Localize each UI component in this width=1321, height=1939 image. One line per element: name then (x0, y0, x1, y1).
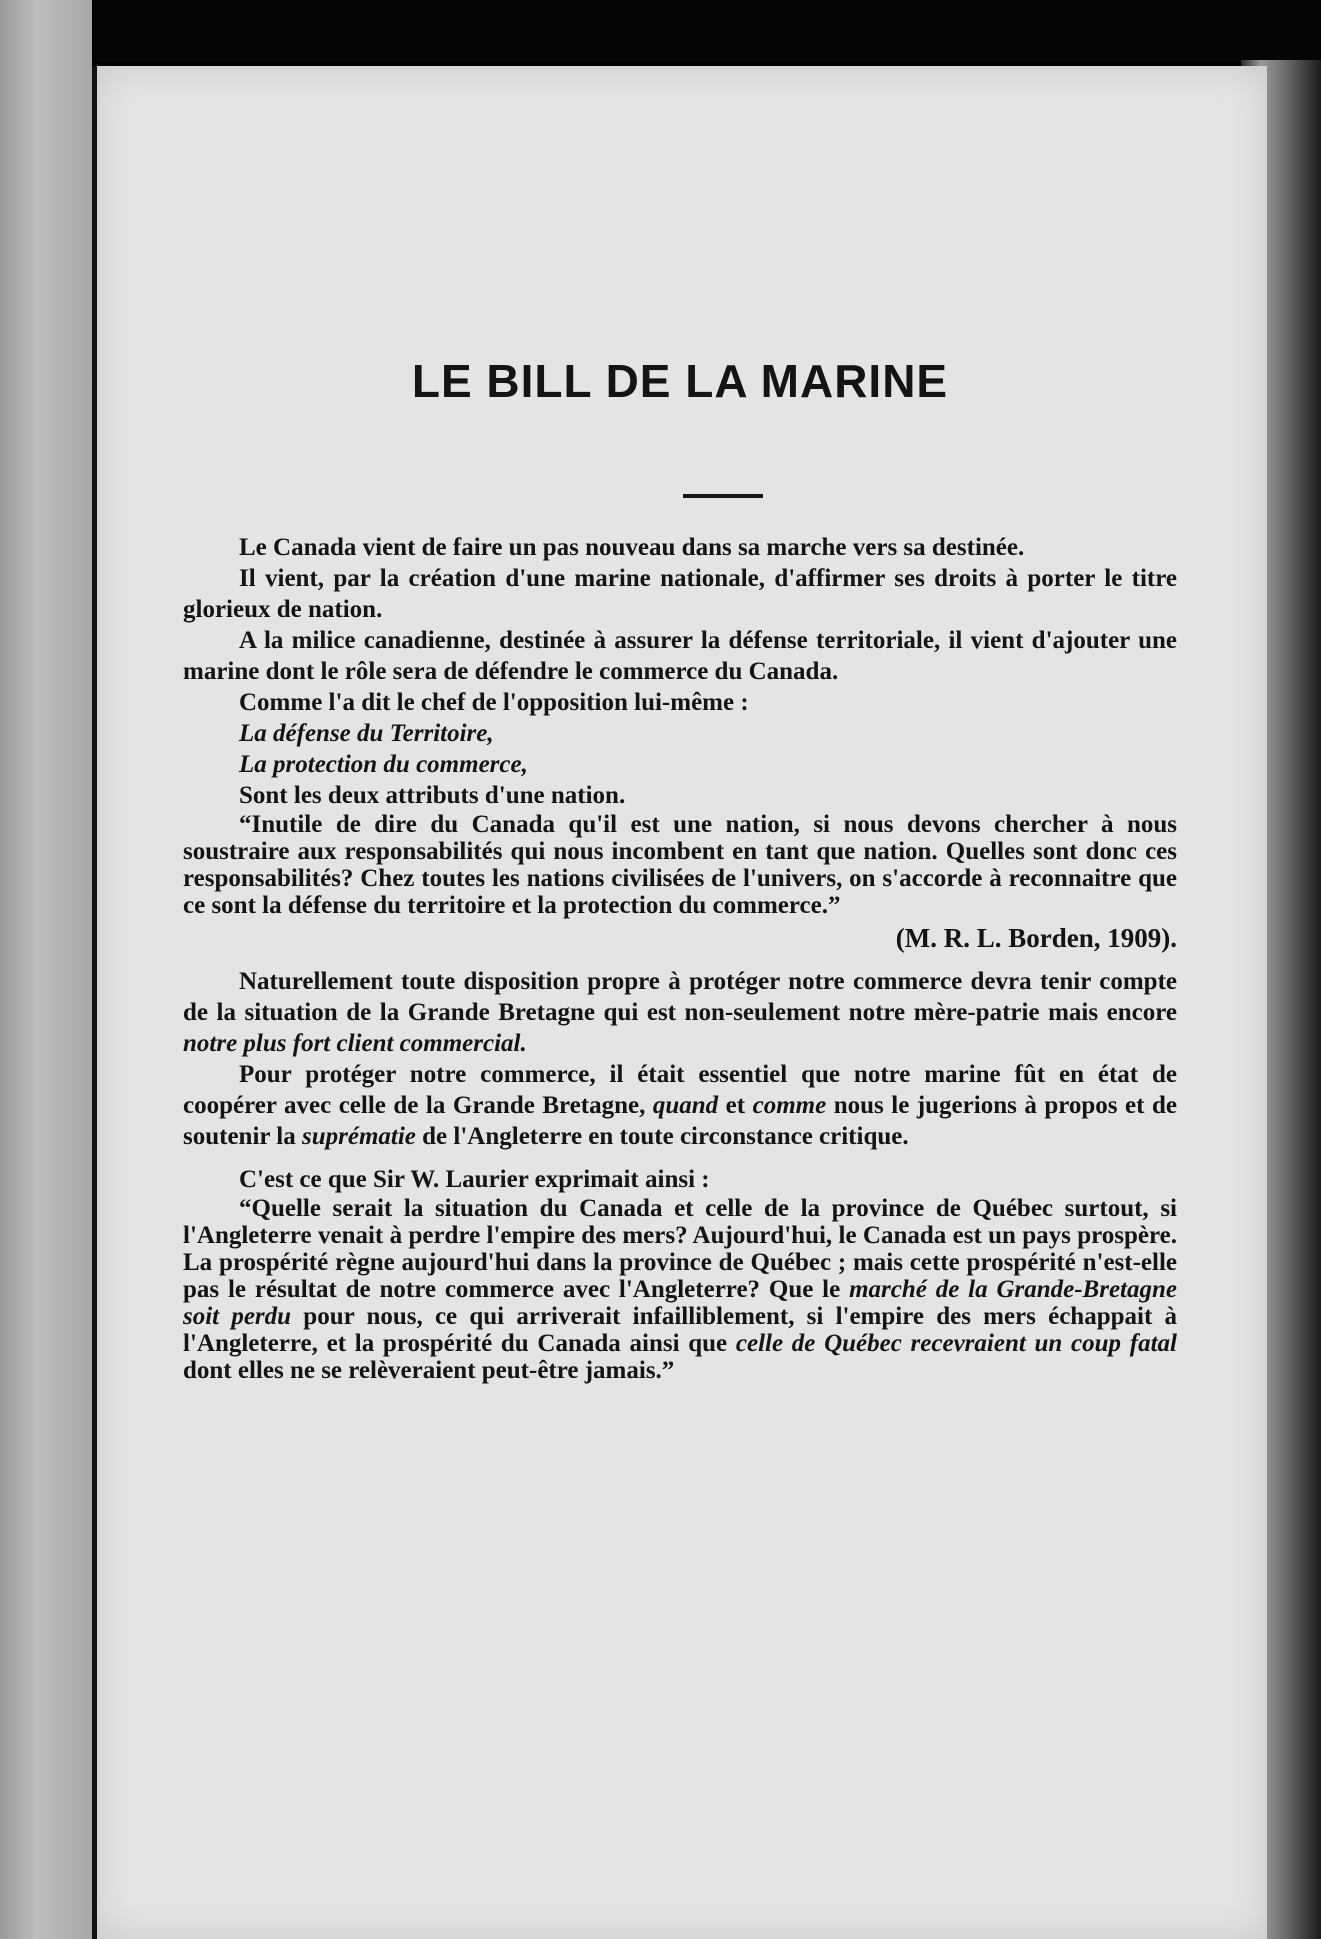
page-title: LE BILL DE LA MARINE (411, 355, 949, 407)
laurier-quote-part-2: pour nous, ce qui arriverait infailliblement, si l'empire des mers échappait à l'Angleterre, et la prospérité du Canada ainsi que (183, 1303, 1177, 1357)
paragraph-6-part-1: Pour protéger notre commerce, il était essentiel que notre marine fût en état de coopérer avec celle de la Grande Bretagne, (183, 1061, 1177, 1119)
paragraph-2: Il vient, par la création d'une marine nationale, d'affirmer ses droits à porter le titre glorieux de nation. (183, 565, 1177, 623)
laurier-quote-part-3: dont elles ne se relèveraient peut-être jamais.” (183, 1357, 675, 1384)
borden-citation: (M. R. L. Borden, 1909). (895, 923, 1177, 953)
paragraph-5 (183, 966, 1177, 1059)
paragraph-5-italic: notre plus fort client commercial. (183, 1030, 527, 1057)
motto-line-1: La défense du Territoire, (239, 720, 494, 747)
paragraph-6-italic-1: quand (652, 1092, 719, 1119)
motto-block (183, 718, 1177, 811)
paragraph-3: A la milice canadienne, destinée à assurer la défense territoriale, il vient d'ajouter une marine dont le rôle sera de défendre le commerce du Canada. (183, 627, 1177, 685)
paragraph-6-italic-3: suprématie (302, 1123, 416, 1150)
motto-line-3: Sont les deux attributs d'une nation. (239, 782, 626, 809)
paragraph-6-part-4: de l'Angleterre en toute circonstance critique. (415, 1123, 909, 1150)
paragraph-1: Le Canada vient de faire un pas nouveau dans sa marche vers sa destinée. (239, 534, 1025, 561)
laurier-quote-part-1: “Quelle serait la situation du Canada et celle de la province de Québec surtout, si l'Angleterre venait à perdre l'empire des mers? Aujourd'hui, le Canada est un pays prospère. La prospérité règne aujourd'hui dans la province de Québec ; mais cette prospérité n'est-elle pas le résultat de notre commerce avec l'Angleterre? Que le (183, 1195, 1177, 1303)
paragraph-7: C'est ce que Sir W. Laurier exprimait ainsi : (239, 1166, 710, 1193)
title-rule (683, 494, 763, 498)
laurier-quote-italic-2: celle de Québec recevraient un coup fatal (735, 1330, 1177, 1357)
laurier-quote (183, 1195, 1177, 1384)
motto-line-2: La protection du commerce, (239, 751, 528, 778)
laurier-quote-italic-1: marché de la Grande-Bretagne soit perdu (183, 1276, 1177, 1330)
document-page (97, 66, 1267, 1939)
scan-border-top (0, 0, 1321, 62)
paragraph-6-part-3: nous le jugerions à propos et de soutenir la (183, 1092, 1177, 1150)
paragraph-5-text: Naturellement toute disposition propre à protéger notre commerce devra tenir compte de la situation de la Grande Bretagne qui est non-seulement notre mère-patrie mais encore (183, 968, 1177, 1026)
paragraph-6-italic-2: comme (752, 1092, 827, 1119)
scan-border-left (0, 0, 92, 1939)
paragraph-6-part-2: et (718, 1092, 753, 1119)
borden-quote: “Inutile de dire du Canada qu'il est une nation, si nous devons chercher à nous soustraire aux responsabilités qui nous incombent en tant que nation. Quelles sont donc ces responsabilités? Chez toutes les nations civilisées de l'univers, on s'accorde à reconnaitre que ce sont la défense du territoire et la protection du commerce.” (183, 811, 1177, 919)
paragraph-4: Comme l'a dit le chef de l'opposition lui-même : (239, 689, 749, 716)
paragraph-6 (183, 1059, 1177, 1152)
article-body (183, 532, 1177, 1384)
